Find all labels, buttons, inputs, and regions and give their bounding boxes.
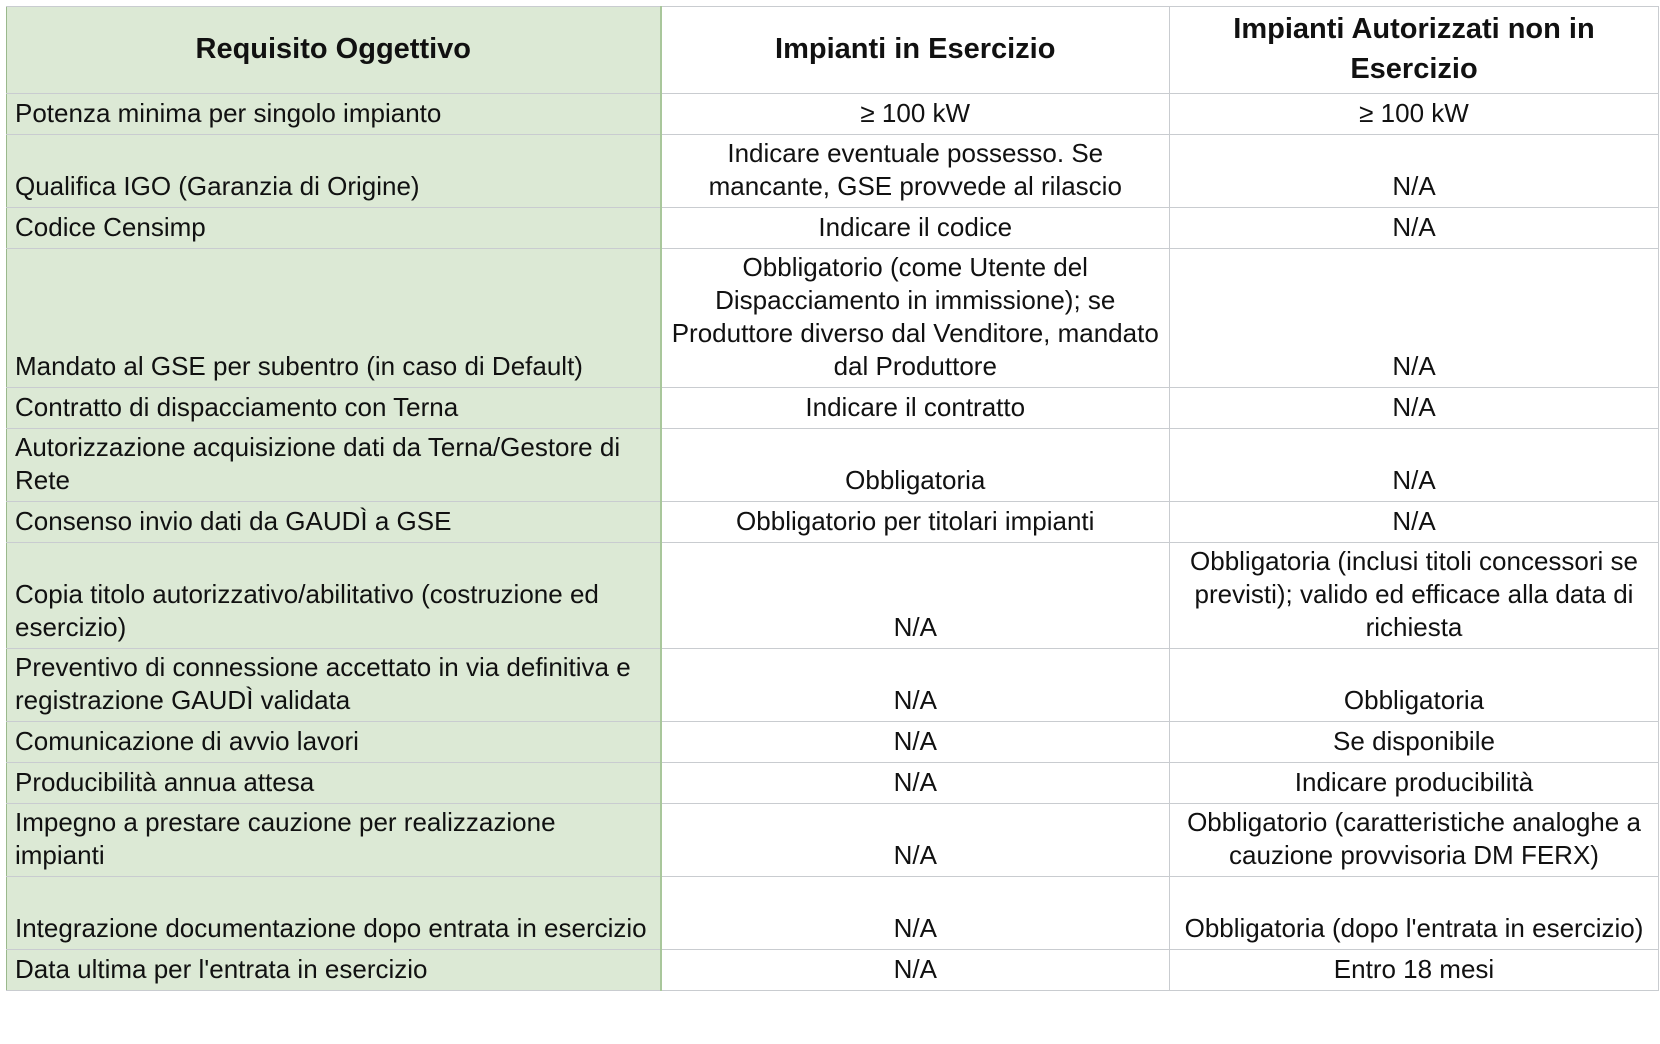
non-in-esercizio-cell[interactable]: Obbligatoria (inclusi titoli concessori se previsti); valido ed efficace alla data di richiesta	[1170, 543, 1659, 649]
in-esercizio-cell[interactable]: N/A	[661, 543, 1170, 649]
requirement-cell[interactable]: Impegno a prestare cauzione per realizzazione impianti	[7, 804, 661, 877]
in-esercizio-cell[interactable]: N/A	[661, 763, 1170, 804]
in-esercizio-cell[interactable]: N/A	[661, 877, 1170, 950]
header-requisito-oggettivo[interactable]: Requisito Oggettivo	[7, 7, 661, 94]
in-esercizio-cell[interactable]: N/A	[661, 722, 1170, 763]
table-row	[7, 877, 1659, 950]
in-esercizio-cell[interactable]: Indicare il codice	[661, 208, 1170, 249]
in-esercizio-cell[interactable]: N/A	[661, 649, 1170, 722]
table-row	[7, 135, 1659, 208]
table-row	[7, 804, 1659, 877]
requirement-cell[interactable]: Copia titolo autorizzativo/abilitativo (costruzione ed esercizio)	[7, 543, 661, 649]
non-in-esercizio-cell[interactable]: N/A	[1170, 208, 1659, 249]
non-in-esercizio-cell[interactable]: Obbligatoria	[1170, 649, 1659, 722]
in-esercizio-cell[interactable]: Obbligatorio per titolari impianti	[661, 502, 1170, 543]
table-row	[7, 722, 1659, 763]
requirements-table	[6, 6, 1659, 991]
bottom-fade	[0, 1034, 1660, 1044]
table-row	[7, 950, 1659, 991]
header-impianti-in-esercizio[interactable]: Impianti in Esercizio	[661, 7, 1170, 94]
requirement-cell[interactable]: Codice Censimp	[7, 208, 661, 249]
non-in-esercizio-cell[interactable]: N/A	[1170, 429, 1659, 502]
requirement-cell[interactable]: Producibilità annua attesa	[7, 763, 661, 804]
in-esercizio-cell[interactable]: Obbligatorio (come Utente del Dispacciamento in immissione); se Produttore diverso dal Venditore, mandato dal Produttore	[661, 249, 1170, 388]
in-esercizio-cell[interactable]: N/A	[661, 804, 1170, 877]
non-in-esercizio-cell[interactable]: N/A	[1170, 135, 1659, 208]
in-esercizio-cell[interactable]: N/A	[661, 950, 1170, 991]
in-esercizio-cell[interactable]: ≥ 100 kW	[661, 94, 1170, 135]
table-row	[7, 649, 1659, 722]
table-row	[7, 502, 1659, 543]
table-row	[7, 249, 1659, 388]
requirement-cell[interactable]: Integrazione documentazione dopo entrata in esercizio	[7, 877, 661, 950]
non-in-esercizio-cell[interactable]: Obbligatoria (dopo l'entrata in esercizio)	[1170, 877, 1659, 950]
in-esercizio-cell[interactable]: Indicare il contratto	[661, 388, 1170, 429]
requirement-cell[interactable]: Qualifica IGO (Garanzia di Origine)	[7, 135, 661, 208]
requirement-cell[interactable]: Preventivo di connessione accettato in via definitiva e registrazione GAUDÌ validata	[7, 649, 661, 722]
table-row	[7, 388, 1659, 429]
requirement-cell[interactable]: Comunicazione di avvio lavori	[7, 722, 661, 763]
requirement-cell[interactable]: Consenso invio dati da GAUDÌ a GSE	[7, 502, 661, 543]
header-impianti-autorizzati[interactable]: Impianti Autorizzati non in Esercizio	[1170, 7, 1659, 94]
table-row	[7, 763, 1659, 804]
table-row	[7, 543, 1659, 649]
non-in-esercizio-cell[interactable]: Entro 18 mesi	[1170, 950, 1659, 991]
non-in-esercizio-cell[interactable]: Obbligatorio (caratteristiche analoghe a cauzione provvisoria DM FERX)	[1170, 804, 1659, 877]
in-esercizio-cell[interactable]: Obbligatoria	[661, 429, 1170, 502]
header-row	[7, 7, 1659, 94]
in-esercizio-cell[interactable]: Indicare eventuale possesso. Se mancante, GSE provvede al rilascio	[661, 135, 1170, 208]
requirement-cell[interactable]: Contratto di dispacciamento con Terna	[7, 388, 661, 429]
non-in-esercizio-cell[interactable]: N/A	[1170, 388, 1659, 429]
requirement-cell[interactable]: Potenza minima per singolo impianto	[7, 94, 661, 135]
non-in-esercizio-cell[interactable]: N/A	[1170, 249, 1659, 388]
requirement-cell[interactable]: Data ultima per l'entrata in esercizio	[7, 950, 661, 991]
requirement-cell[interactable]: Autorizzazione acquisizione dati da Terna/Gestore di Rete	[7, 429, 661, 502]
non-in-esercizio-cell[interactable]: N/A	[1170, 502, 1659, 543]
non-in-esercizio-cell[interactable]: Se disponibile	[1170, 722, 1659, 763]
table-row	[7, 94, 1659, 135]
requirement-cell[interactable]: Mandato al GSE per subentro (in caso di Default)	[7, 249, 661, 388]
table-row	[7, 429, 1659, 502]
table-row	[7, 208, 1659, 249]
non-in-esercizio-cell[interactable]: ≥ 100 kW	[1170, 94, 1659, 135]
non-in-esercizio-cell[interactable]: Indicare producibilità	[1170, 763, 1659, 804]
